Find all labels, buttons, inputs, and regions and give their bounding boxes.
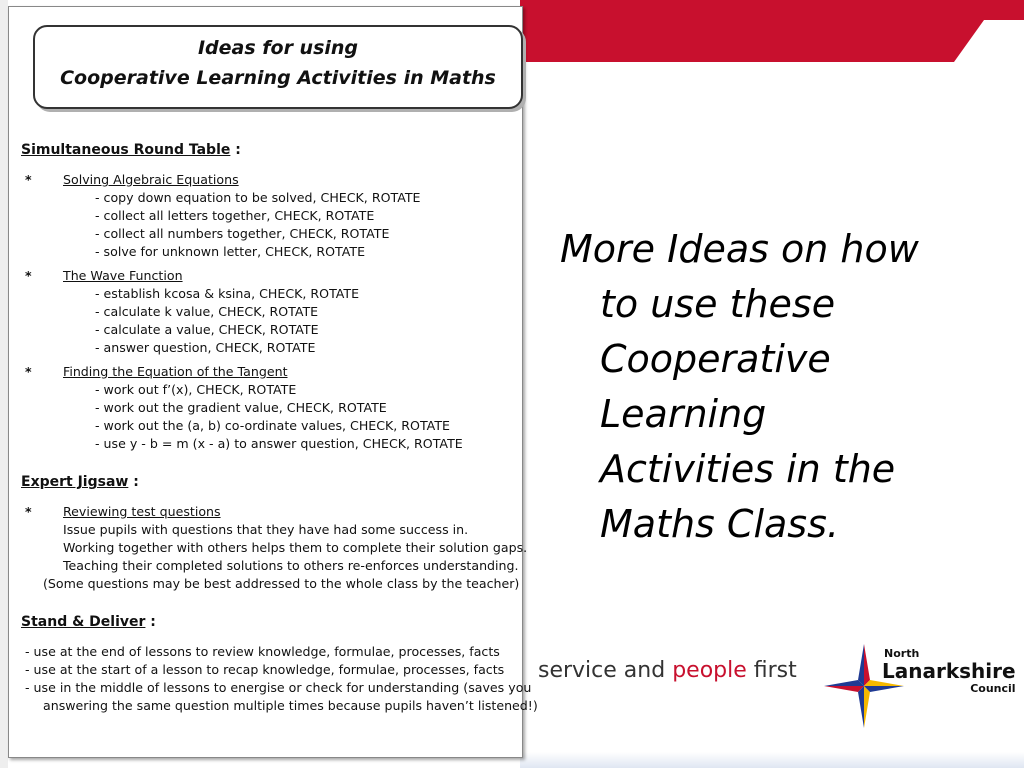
main-text-line: Activities in the (600, 447, 896, 491)
main-text-line: to use these (600, 282, 836, 326)
step-line: - work out the gradient value, CHECK, ROTATE (95, 400, 387, 415)
step-line: - establish kcosa & ksina, CHECK, ROTATE (95, 286, 360, 301)
bullet-line: - use in the middle of lessons to energise or check for understanding (saves you (25, 680, 532, 695)
header-notch-fill (984, 20, 1024, 62)
bullet-continuation: answering the same question multiple times because pupils haven’t listened!) (43, 698, 538, 713)
slogan: service and people first (538, 658, 797, 683)
para-line: Teaching their completed solutions to others re-enforces understanding. (63, 558, 519, 573)
main-text-line: Learning (600, 392, 767, 436)
list-item: * Solving Algebraic Equations (25, 172, 239, 187)
worksheet-title-line1: Ideas for using (197, 37, 359, 59)
step-line: - work out the (a, b) co-ordinate values, CHECK, ROTATE (95, 418, 450, 433)
step-line: - copy down equation to be solved, CHECK, ROTATE (95, 190, 421, 205)
step-line: - collect all numbers together, CHECK, ROTATE (95, 226, 390, 241)
list-item: * Finding the Equation of the Tangent (25, 364, 288, 379)
main-text-line: Cooperative (600, 337, 831, 381)
worksheet-image (8, 6, 538, 758)
section-heading: Simultaneous Round Table : (21, 142, 241, 158)
list-item: * The Wave Function (25, 268, 183, 283)
para-line: Issue pupils with questions that they have had some success in. (63, 522, 469, 537)
para-line: Working together with others helps them to complete their solution gaps. (63, 540, 528, 555)
step-line: - work out f’(x), CHECK, ROTATE (95, 382, 297, 397)
section-heading: Expert Jigsaw : (21, 474, 139, 490)
step-line: - collect all letters together, CHECK, ROTATE (95, 208, 375, 223)
slide-main-text (560, 222, 1000, 552)
bullet-line: - use at the end of lessons to review knowledge, formulae, processes, facts (25, 644, 500, 659)
logo-wordmark: North Lanarkshire Council (882, 647, 1016, 695)
step-line: - solve for unknown letter, CHECK, ROTATE (95, 244, 366, 259)
worksheet-title-box (33, 25, 523, 109)
step-line: - use y - b = m (x - a) to answer question, CHECK, ROTATE (95, 436, 463, 451)
bullet-line: - use at the start of a lesson to recap knowledge, formulae, processes, facts (25, 662, 505, 677)
note-line: (Some questions may be best addressed to the whole class by the teacher) (43, 576, 520, 591)
step-line: - calculate k value, CHECK, ROTATE (95, 304, 319, 319)
worksheet-body (21, 141, 538, 715)
step-line: - calculate a value, CHECK, ROTATE (95, 322, 319, 337)
main-text-line: More Ideas on how (560, 227, 919, 271)
header-notch (954, 20, 984, 62)
main-text-line: Maths Class. (600, 502, 839, 546)
header-band (520, 0, 1024, 62)
list-item: * Reviewing test questions (25, 504, 221, 519)
bottom-strip (520, 752, 1024, 768)
worksheet-title-line2: Cooperative Learning Activities in Maths (60, 67, 496, 89)
step-line: - answer question, CHECK, ROTATE (95, 340, 316, 355)
left-edge (0, 0, 8, 768)
section-heading: Stand & Deliver : (21, 614, 156, 630)
